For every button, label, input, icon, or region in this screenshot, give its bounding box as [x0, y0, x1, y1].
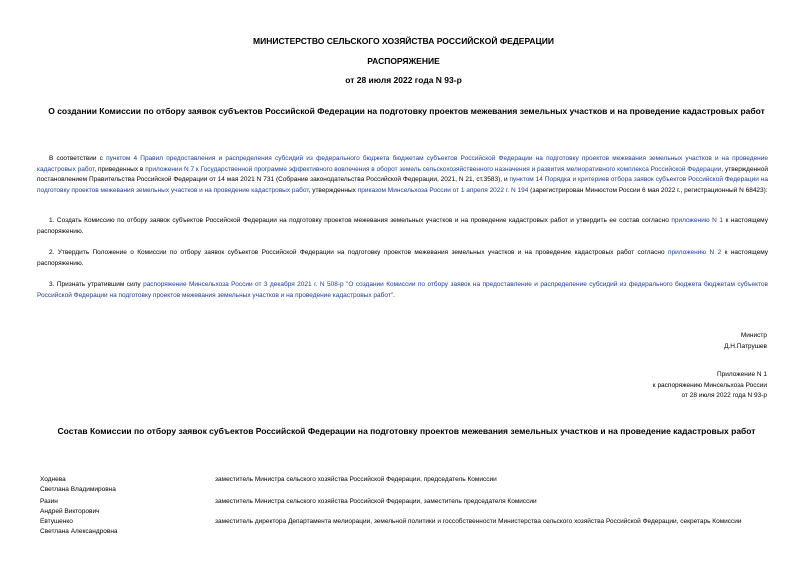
- item-2-tail: к настоящему распоряжению.: [37, 249, 768, 267]
- item-2-text: 2. Утвердить Положение о Комиссии по отбору заявок субъектов Российской Федерации на подготовку проектов межевания земельных участков и на проведение кадастровых работ согласно: [49, 249, 668, 256]
- appendix-2-link[interactable]: приложению N 2: [667, 249, 722, 256]
- member-given-names: Андрей Викторович: [40, 507, 100, 515]
- ministry-order-link[interactable]: приказом Минсельхоза России от 1 апреля 2022 г. N 194: [357, 186, 529, 194]
- rules-link[interactable]: пунктом 4 Правил предоставления и распределения субсидий из федерального бюджета бюджетам субъектов Российской Федерации на подготовку проектов межевания земельных участков и на проведение кадастровых работ: [37, 155, 769, 173]
- member-surname: Ходнева: [40, 476, 66, 483]
- member-role: заместитель Министра сельского хозяйства Российской Федерации, заместитель председателя Комиссии: [215, 498, 537, 505]
- ministry-heading: МИНИСТЕРСТВО СЕЛЬСКОГО ХОЗЯЙСТВА РОССИЙСКОЙ ФЕДЕРАЦИИ: [253, 36, 554, 46]
- item-2-paragraph: [37, 248, 768, 269]
- member-surname: Евтушенко: [40, 518, 73, 525]
- signatory-name: Д.Н.Патрушев: [724, 342, 767, 350]
- appendix-1-link[interactable]: приложению N 1: [671, 217, 723, 224]
- member-surname: Разин: [40, 498, 58, 505]
- composition-title: Состав Комиссии по отбору заявок субъектов Российской Федерации на подготовку проектов межевания земельных участков и на проведение кадастровых работ: [57, 426, 756, 436]
- preamble-text-2: , приведенных в: [94, 165, 146, 173]
- document-date-number: от 28 июля 2022 года N 93-р: [345, 75, 462, 85]
- member-name: [40, 517, 200, 536]
- document-title: О создании Комиссии по отбору заявок субъектов Российской Федерации на подготовку проектов межевания земельных участков и на проведение кадастровых работ: [48, 106, 765, 116]
- signature-block: [724, 331, 767, 352]
- appendix-line-3: от 28 июля 2022 года N 93-р: [681, 392, 767, 399]
- member-given-names: Светлана Владимировна: [40, 485, 116, 493]
- item-3-paragraph: [37, 280, 768, 301]
- document-type-heading: РАСПОРЯЖЕНИЕ: [367, 56, 440, 66]
- member-role: заместитель Министра сельского хозяйства Российской Федерации, председатель Комиссии: [215, 476, 497, 483]
- member-name: [40, 497, 200, 516]
- appendix-line-1: Приложение N 1: [716, 371, 767, 378]
- member-role: заместитель директора Департамента мелиорации, земельной политики и госсобственности Министерства сельского хозяйства Российской Федерации, секретарь Комиссии: [215, 518, 742, 525]
- item-1-text: 1. Создать Комиссию по отбору заявок субъектов Российской Федерации на подготовку проектов межевания земельных участков и на проведение кадастровых работ и утвердить ее состав согласно: [49, 217, 672, 224]
- item-3-tail: .: [393, 291, 395, 299]
- item-3-text: 3. Признать утратившим силу: [49, 281, 144, 288]
- preamble-paragraph: [37, 154, 768, 196]
- state-program-appendix-link[interactable]: приложении N 7 к Государственной программе эффективного вовлечения в оборот земель сельскохозяйственного назначения и развития мелиоративного комплекса Российской Федерации: [145, 165, 722, 173]
- preamble-text-4: , утвержденных: [308, 186, 358, 194]
- member-name: [40, 475, 200, 494]
- item-1-paragraph: [37, 216, 768, 237]
- appendix-header: [653, 370, 767, 402]
- preamble-text-1: В соответствии с: [49, 155, 107, 162]
- item-1-tail: к настоящему распоряжению.: [37, 217, 768, 235]
- preamble-text-3: , утвержденной постановлением Правительства Российской Федерации от 14 мая 2021 N 731 (Собрание законодательства Российской Федерации, 2021, N 21, ст.3583), и: [37, 165, 768, 183]
- member-given-names: Светлана Александровна: [40, 527, 118, 535]
- appendix-line-2: к распоряжению Минсельхоза России: [652, 381, 767, 389]
- repealed-order-link[interactable]: распоряжение Минсельхоза России от 3 декабря 2021 г. N 508-р "О создании Комиссии по отбору заявок на предоставление и распределение субсидий из федерального бюджета бюджетам субъектов Российской Федерации на подготовку проектов межевания земельных участков и на проведение кадастровых работ": [37, 281, 768, 299]
- procedure-criteria-link[interactable]: пунктом 14 Порядка и критериев отбора заявок субъектов Российской Федерации на подготовку проектов межевания земельных участков и на проведение кадастровых работ: [37, 176, 768, 194]
- preamble-text-5: (зарегистрирован Минюстом России 6 мая 2022 г., регистрационный N 68423):: [528, 186, 768, 194]
- signatory-position: Министр: [740, 332, 767, 339]
